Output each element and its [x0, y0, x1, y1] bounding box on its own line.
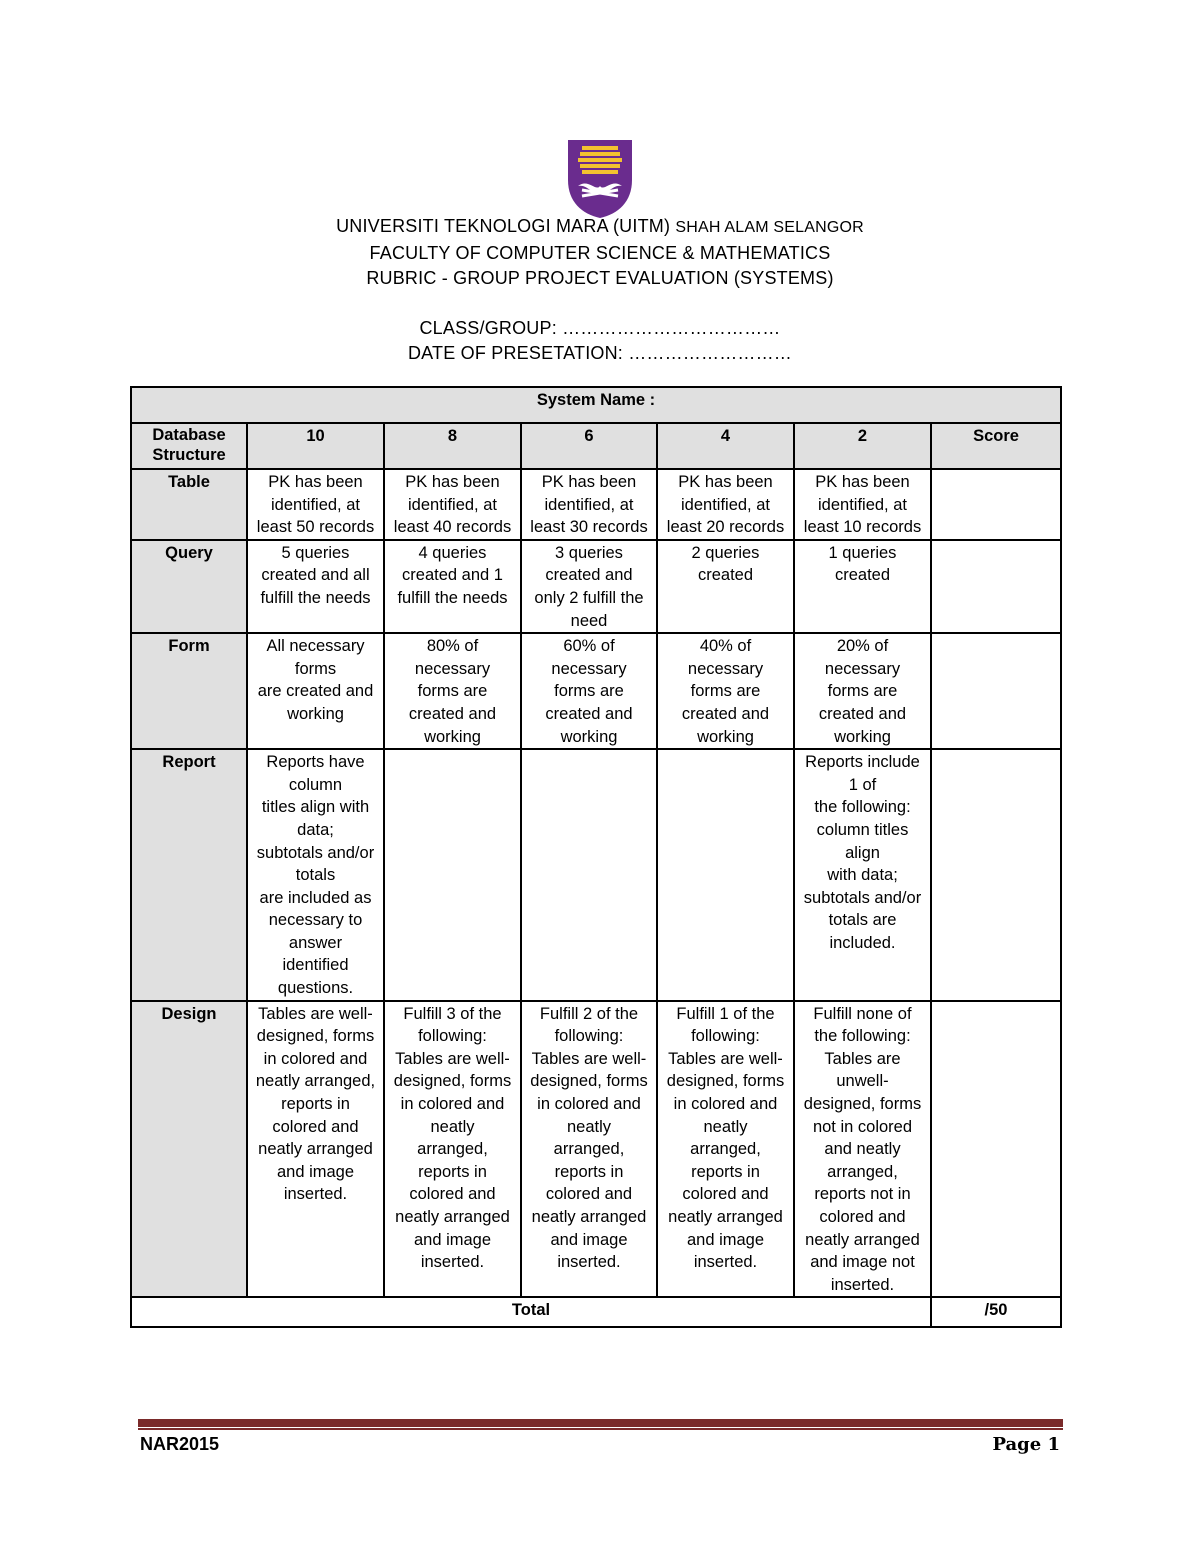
rubric-cell: 40% of necessary forms are created and working [657, 633, 794, 749]
uitm-logo [568, 140, 632, 218]
rubric-cell: 2 queries created [657, 540, 794, 633]
faculty-name: FACULTY OF COMPUTER SCIENCE & MATHEMATICS [369, 243, 831, 263]
criterion-table: Table [131, 469, 247, 540]
score-column-2: 2 [794, 423, 931, 469]
footer-rule-thin [138, 1428, 1063, 1430]
page-number: Page 1 [992, 1434, 1060, 1455]
campus-name: SHAH ALAM SELANGOR [675, 219, 864, 236]
rubric-cell: 20% of necessary forms are created and working [794, 633, 931, 749]
score-column-10: 10 [247, 423, 384, 469]
rubric-cell: Fulfill 3 of the following: Tables are well- designed, forms in colored and neatly arranged, reports in colored and neatly arranged and image inserted. [384, 1001, 521, 1298]
rubric-cell: 4 queries created and 1 fulfill the needs [384, 540, 521, 633]
score-cell[interactable] [931, 469, 1061, 540]
rubric-title: RUBRIC - GROUP PROJECT EVALUATION (SYSTEMS) [366, 268, 834, 288]
rubric-cell [384, 749, 521, 1001]
score-cell[interactable] [931, 540, 1061, 633]
rubric-cell: PK has been identified, at least 50 records [247, 469, 384, 540]
rubric-cell: 3 queries created and only 2 fulfill the need [521, 540, 657, 633]
rubric-cell: PK has been identified, at least 20 records [657, 469, 794, 540]
rubric-cell: 1 queries created [794, 540, 931, 633]
criterion-report: Report [131, 749, 247, 1001]
table-row [131, 749, 1061, 1001]
rubric-cell: 80% of necessary forms are created and working [384, 633, 521, 749]
criterion-form: Form [131, 633, 247, 749]
rubric-cell [521, 749, 657, 1001]
system-name-label: System Name : [131, 387, 1061, 423]
score-cell[interactable] [931, 633, 1061, 749]
criterion-query: Query [131, 540, 247, 633]
rubric-cell: Reports have column titles align with data; subtotals and/or totals are included as necessary to answer identified questions. [247, 749, 384, 1001]
table-row [131, 469, 1061, 540]
corner-label: Database Structure [131, 423, 247, 469]
score-cell[interactable] [931, 1001, 1061, 1298]
rubric-cell: Tables are well- designed, forms in colored and neatly arranged, reports in colored and neatly arranged and image inserted. [247, 1001, 384, 1298]
criterion-design: Design [131, 1001, 247, 1298]
presentation-date-field: DATE OF PRESETATION: ……………………… [407, 343, 793, 363]
header-row [131, 423, 1061, 469]
score-column-8: 8 [384, 423, 521, 469]
total-row [131, 1297, 1061, 1327]
system-name-row [131, 387, 1061, 423]
footer-code: NAR2015 [140, 1434, 220, 1454]
university-name: UNIVERSITI TEKNOLOGI MARA (UITM) [336, 216, 671, 236]
score-column-6: 6 [521, 423, 657, 469]
rubric-cell: PK has been identified, at least 30 records [521, 469, 657, 540]
score-cell[interactable] [931, 749, 1061, 1001]
total-value[interactable]: /50 [931, 1297, 1061, 1327]
rubric-cell: 60% of necessary forms are created and working [521, 633, 657, 749]
rubric-cell [657, 749, 794, 1001]
score-header: Score [931, 423, 1061, 469]
table-row [131, 1001, 1061, 1298]
rubric-cell: Fulfill 1 of the following: Tables are well- designed, forms in colored and neatly arranged, reports in colored and neatly arranged and image inserted. [657, 1001, 794, 1298]
rubric-cell: Reports include 1 of the following: column titles align with data; subtotals and/or totals are included. [794, 749, 931, 1001]
class-group-field: CLASS/GROUP: ……………………………… [419, 318, 781, 338]
rubric-table [130, 386, 1062, 1328]
rubric-cell: Fulfill 2 of the following: Tables are well- designed, forms in colored and neatly arranged, reports in colored and neatly arranged and image inserted. [521, 1001, 657, 1298]
total-label: Total [131, 1297, 931, 1327]
footer-rule [138, 1419, 1063, 1427]
score-column-4: 4 [657, 423, 794, 469]
rubric-cell: 5 queries created and all fulfill the needs [247, 540, 384, 633]
rubric-cell: PK has been identified, at least 40 records [384, 469, 521, 540]
rubric-cell: PK has been identified, at least 10 records [794, 469, 931, 540]
rubric-cell: Fulfill none of the following: Tables are unwell- designed, forms not in colored and neatly arranged, reports not in colored and neatly arranged and image not inserted. [794, 1001, 931, 1298]
rubric-cell: All necessary forms are created and working [247, 633, 384, 749]
university-line [0, 214, 1200, 240]
table-row [131, 633, 1061, 749]
table-row [131, 540, 1061, 633]
